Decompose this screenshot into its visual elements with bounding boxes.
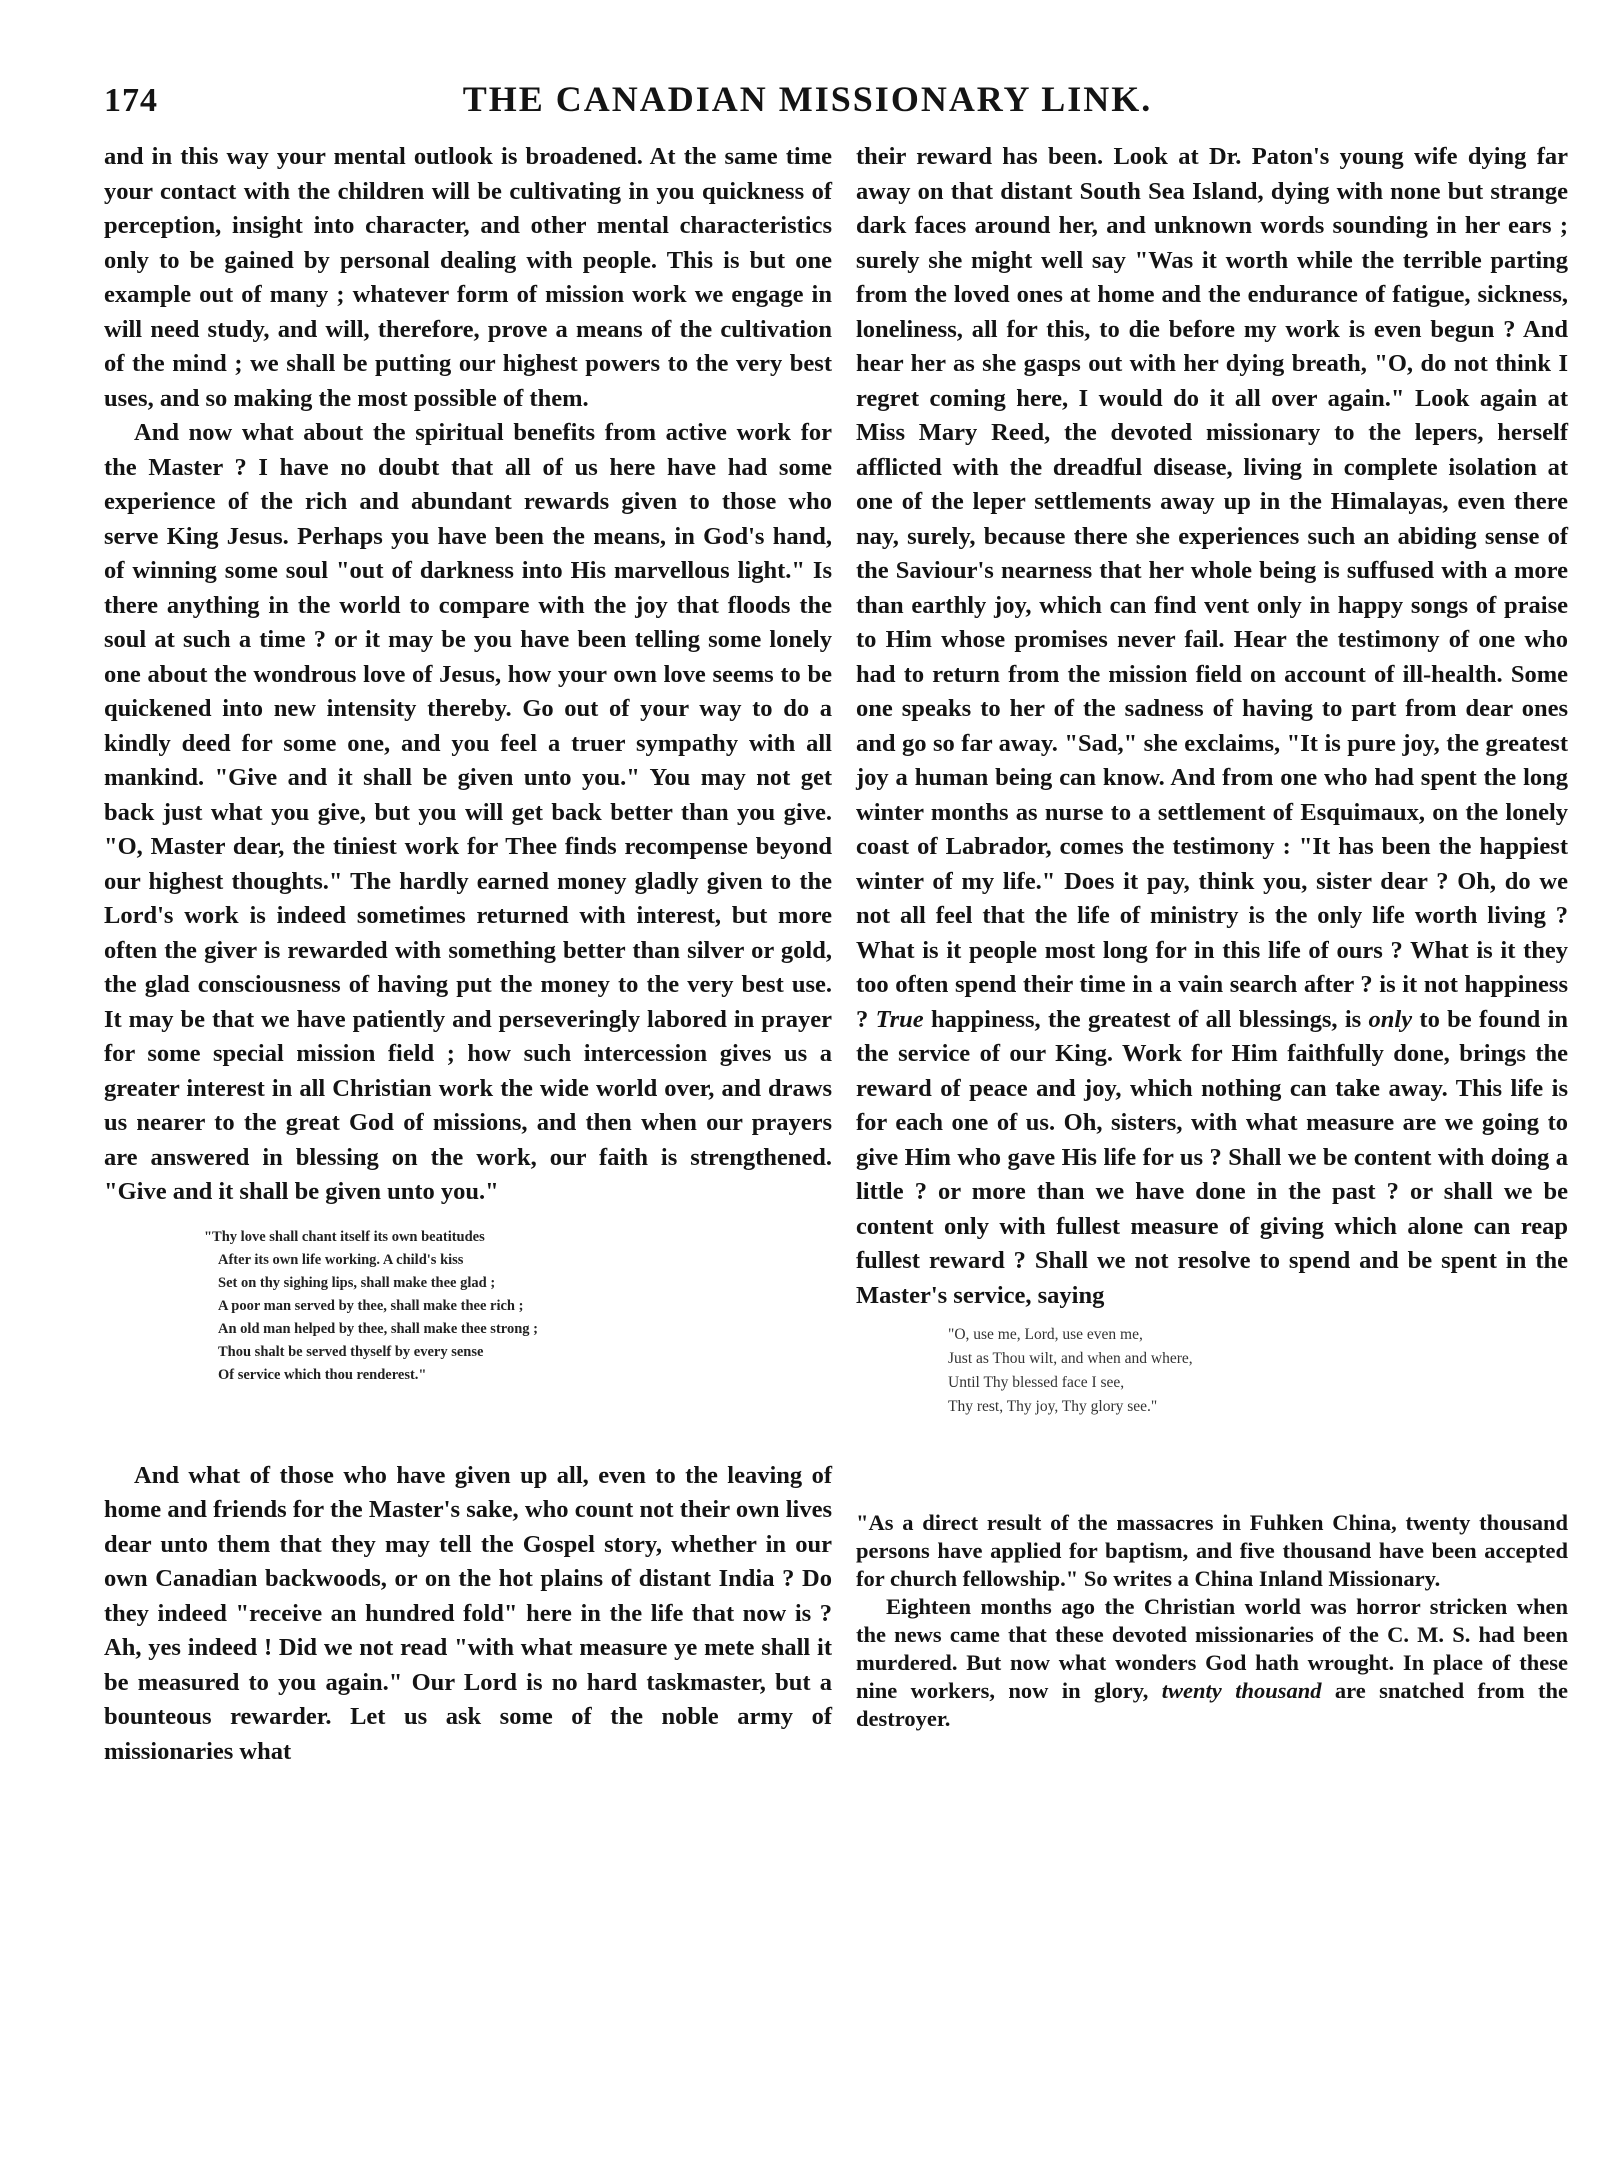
- left-poem: [204, 1226, 832, 1387]
- emphasis-true: True: [875, 1005, 924, 1033]
- poem-line: "O, use me, Lord, use even me,: [948, 1326, 1143, 1343]
- right-paragraph-1-cont: happiness, the greatest of all blessings, is: [931, 1005, 1362, 1033]
- poem-line: Set on thy sighing lips, shall make thee glad ;: [218, 1274, 496, 1291]
- poem-line: An old man helped by thee, shall make thee strong ;: [218, 1320, 538, 1337]
- poem-line: Of service which thou renderest.": [218, 1366, 427, 1383]
- left-paragraph-3: And what of those who have given up all, even to the leaving of home and friends for the Master's sake, who count not their own lives dear unto them that they may tell the Gospel story, whether in our own Canadian backwoods, or on the hot plains of distant India ? Do they indeed "receive an hundred fold" here in the life that now is ? Ah, yes indeed ! Did we not read "with what measure ye mete shall it be measured to you again." Our Lord is no hard taskmaster, but a bounteous rewarder. Let us ask some of the noble army of missionaries what: [104, 1461, 832, 1765]
- poem-line: Thou shalt be served thyself by every sense: [218, 1343, 484, 1360]
- news-item-2: [856, 1593, 1568, 1733]
- left-paragraph-1: and in this way your mental outlook is broadened. At the same time your contact with the children will be cultivating in you quickness of perception, insight into character, and other mental characteristics only to be gained by personal dealing with people. This is but one example out of many ; whatever form of mission work we engage in will need study, and will, therefore, prove a means of the cultivation of the mind ; we shall be putting our highest powers to the very best uses, and so making the most possible of them.: [104, 143, 832, 412]
- poem-line: "Thy love shall chant itself its own beatitudes: [204, 1228, 485, 1245]
- emphasis-only: only: [1368, 1005, 1413, 1033]
- poem-line: After its own life working. A child's kiss: [218, 1251, 464, 1268]
- right-paragraph-1: [856, 140, 1568, 1313]
- news-item-1: "As a direct result of the massacres in Fuhken China, twenty thousand persons have applied for baptism, and five thousand have been accepted for church fellowship." So writes a China Inland Missionary.: [856, 1510, 1568, 1591]
- poem-line: Thy rest, Thy joy, Thy glory see.": [948, 1398, 1158, 1415]
- running-title: THE CANADIAN MISSIONARY LINK.: [462, 79, 1153, 119]
- news-item-2-text: Eighteen months ago the Christian world was horror stricken when the news came that these devoted missionaries of the C. M. S. had been murdered. But now what wonders God hath wrought. In place of these nine workers, now in glory,: [856, 1594, 1568, 1703]
- spacer: [104, 1405, 832, 1459]
- right-paragraph-1-text: their reward has been. Look at Dr. Paton's young wife dying far away on that distant South Sea Island, dying with none but strange dark faces around her, and unknown words sounding in her ears ; surely she might well say "Was it worth while the terrible parting from the loved ones at home and the endurance of fatigue, sickness, loneliness, all for this, to die before my work is even begun ? And hear her as she gasps out with her dying breath, "O, do not think I regret coming here, I would do it all over again." Look again at Miss Mary Reed, the devoted missionary to the lepers, herself afflicted with the dreadful disease, living in complete isolation at one of the leper settlements away up in the Himalayas, even there nay, surely, because there she experiences such an abiding sense of the Saviour's nearness that her whole being is suffused with a more than earthly joy, which can find vent only in happy songs of praise to Him whose promises never fail. Hear the testimony of one who had to return from the mission field on account of ill-health. Some one speaks to her of the sadness of having to part from dear ones and go so far away. "Sad," she exclaims, "It is pure joy, the greatest joy a human being can know. And from one who had spent the long winter months as nurse to a settlement of Esquimaux, on the lonely coast of Labrador, comes the testimony : "It has been the happiest winter of my life." Does it pay, think you, sister dear ? Oh, do we not all feel that the life of ministry is the only life worth living ? What is it people most long for in this life of ours ? What is it they too often spend their time in a vain search after ? is it not happiness ?: [856, 143, 1568, 1033]
- spacer: [856, 1429, 1568, 1509]
- left-column: [104, 140, 832, 1769]
- poem-line: Just as Thou wilt, and when and where,: [948, 1350, 1193, 1367]
- news-item-2-end: are snatched from the destroyer.: [856, 1678, 1569, 1731]
- poem-line: Until Thy blessed face I see,: [948, 1374, 1125, 1391]
- right-column: [856, 140, 1568, 1733]
- right-paragraph-1-end: to be found in the service of our King. Work for Him faithfully done, brings the reward of peace and joy, which nothing can take away. This life is for each one of us. Oh, sisters, with what measure are we going to give Him who gave His life for us ? Shall we be content with doing a little ? or more than we have done in the past ? or shall we be content only with fullest measure of giving which alone can reap fullest reward ? Shall we not resolve to spend and be spent in the Master's service, saying: [856, 1005, 1569, 1309]
- emphasis-twenty-thousand: twenty thousand: [1161, 1678, 1322, 1703]
- right-poem: [948, 1323, 1568, 1419]
- page-number: 174: [104, 82, 158, 119]
- left-paragraph-2: And now what about the spiritual benefits from active work for the Master ? I have no doubt that all of us here have had some experience of the rich and abundant rewards given to those who serve King Jesus. Perhaps you have been the means, in God's hand, of winning some soul "out of darkness into His marvellous light." Is there anything in the world to compare with the joy that floods the soul at such a time ? or it may be you have been telling some lonely one about the wondrous love of Jesus, how your own love seems to be quickened into new intensity thereby. Go out of your way to do a kindly deed for some one, and you feel a truer sympathy with all mankind. "Give and it shall be given unto you." You may not get back just what you give, but you will get back better than you give. "O, Master dear, the tiniest work for Thee finds recompense beyond our highest thoughts." The hardly earned money gladly given to the Lord's work is indeed sometimes returned with interest, but more often the giver is rewarded with something better than silver or gold, the glad consciousness of having put the money to the very best use. It may be that we have patiently and perseveringly labored in prayer for some special mission field ; how such intercession gives us a greater interest in all Christian work the wide world over, and draws us nearer to the great God of missions, and then when our prayers are answered in blessing on the work, our faith is strengthened. "Give and it shall be given unto you.": [104, 419, 832, 1205]
- poem-line: A poor man served by thee, shall make thee rich ;: [218, 1297, 524, 1314]
